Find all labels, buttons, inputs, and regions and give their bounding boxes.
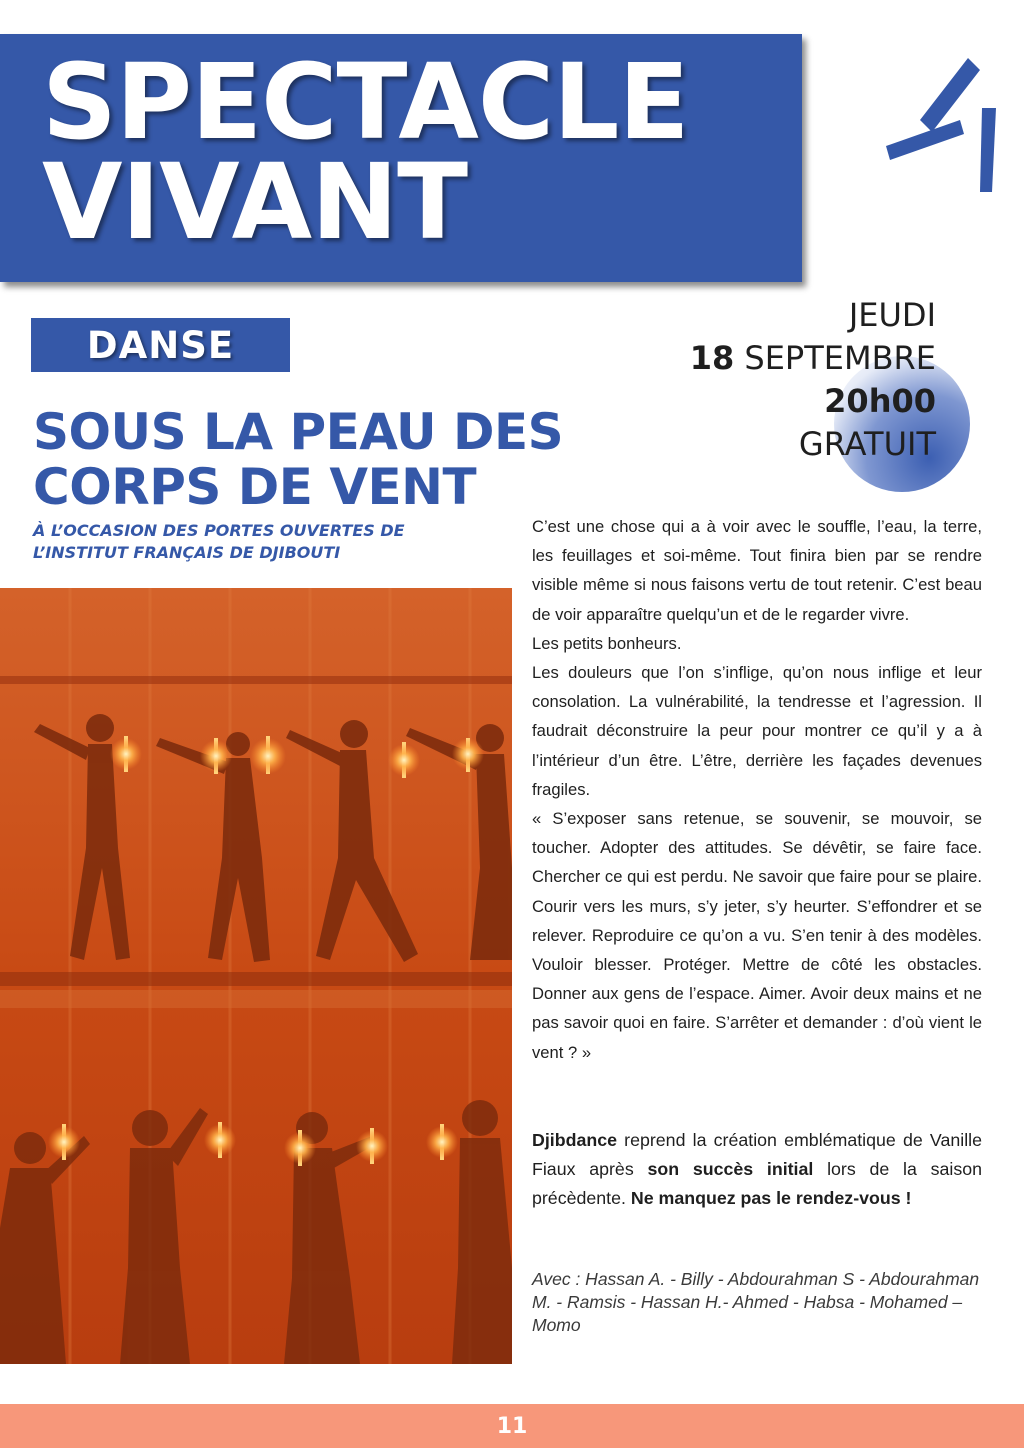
event-description bbox=[532, 512, 982, 1067]
brand-logo-icon bbox=[880, 50, 1010, 200]
promo-text bbox=[532, 1126, 982, 1214]
date-weekday: JEUDI bbox=[848, 296, 936, 334]
date-month: SEPTEMBRE bbox=[744, 339, 936, 377]
date-price: GRATUIT bbox=[798, 425, 936, 463]
section-title-line2: VIVANT bbox=[42, 141, 468, 263]
company-name: Djibdance bbox=[532, 1130, 617, 1150]
promo-highlight: son succès initial bbox=[647, 1159, 814, 1180]
description-paragraph: C’est une chose qui a à voir avec le souffle, l’eau, la terre, les feuillages et soi-même. Tout finira bien par se rendre visible même si nous faisons vertu de tout retenir. C’est beau de voir apparaître quelqu’un et de le regarder vivre. bbox=[532, 517, 982, 624]
page-footer bbox=[0, 1404, 1024, 1448]
date-day-month bbox=[690, 337, 936, 380]
event-subtitle-line2: L’INSTITUT FRANÇAIS DE DJIBOUTI bbox=[33, 543, 341, 562]
date-time: 20h00 bbox=[824, 382, 936, 420]
event-title-line1: SOUS LA PEAU DES bbox=[33, 403, 564, 461]
promo-call-to-action: Ne manquez pas le rendez-vous ! bbox=[630, 1188, 912, 1209]
description-quote: « S’exposer sans retenue, se souvenir, se mouvoir, se toucher. Adopter des attitudes. Se dévêtir, se faire face. Chercher ce qui est perdu. Ne savoir que faire pour se plaire. Courir vers les murs, s’y jeter, s’y heurter. S’effondrer et se relever. Reproduire ce qu’on a vu. S’en tenir à des modèles. Vouloir blesser. Protéger. Mettre de côté les obstacles. Donner aux gens de l’espace. Aimer. Avoir deux mains et ne pas savoir quoi en faire. S’arrêter et demander : d’où vient le vent ? » bbox=[532, 809, 982, 1062]
event-date bbox=[690, 294, 936, 466]
cast-list: Avec : Hassan A. - Billy - Abdourahman S - Abdourahman M. - Ramsis - Hassan H.- Ahmed - Habsa - Mohamed – Momo bbox=[532, 1269, 980, 1335]
section-title bbox=[42, 41, 689, 263]
page-number: 11 bbox=[496, 1413, 528, 1439]
category-label bbox=[31, 318, 290, 372]
event-subtitle-line1: À L’OCCASION DES PORTES OUVERTES DE bbox=[33, 521, 405, 540]
dance-performance-photo bbox=[0, 588, 512, 1364]
section-title-line1: SPECTACLE bbox=[42, 41, 689, 163]
date-day: 18 bbox=[689, 339, 735, 377]
event-subtitle bbox=[33, 520, 405, 564]
description-paragraph: Les douleurs que l’on s’inflige, qu’on nous inflige et leur consolation. La vulnérabilité, la tendresse et l’agression. Il faudrait déconstruire la peur pour montrer ce qu’il y a à l’intérieur d’un être. L’être, derrière les façades devenues fragiles. bbox=[532, 663, 982, 799]
promo-text-part1: reprend la création emblématique de Vanille Fiaux après bbox=[532, 1130, 982, 1180]
description-paragraph: Les petits bonheurs. bbox=[532, 633, 682, 653]
event-title bbox=[33, 405, 563, 515]
category-text: DANSE bbox=[86, 323, 235, 367]
event-title-line2: CORPS DE VENT bbox=[33, 458, 477, 516]
promo-text-part2: lors de la saison précèdente. bbox=[532, 1159, 982, 1209]
